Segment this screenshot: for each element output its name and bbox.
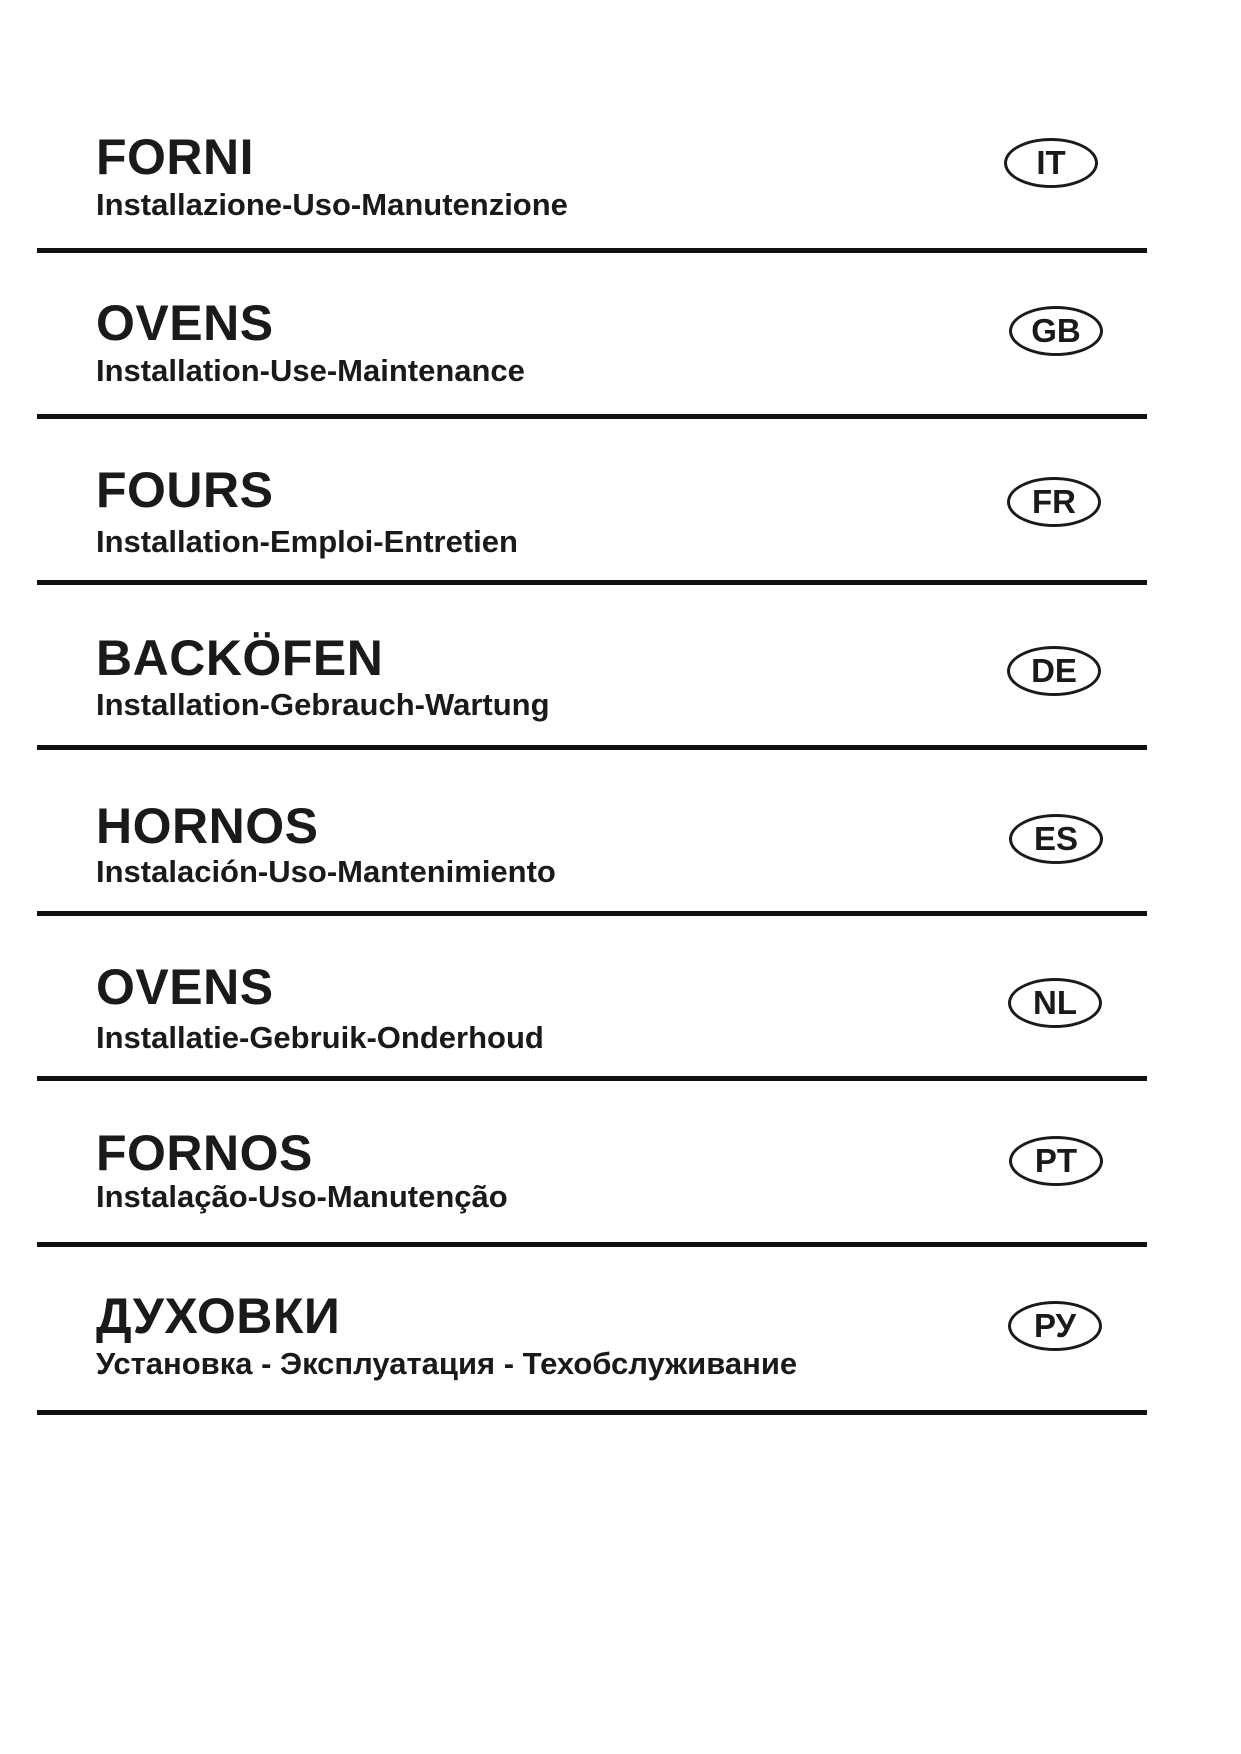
divider-line — [37, 414, 1147, 419]
section-de — [0, 629, 1241, 759]
section-gb — [0, 294, 1241, 424]
divider-line — [37, 248, 1147, 253]
section-subtitle: Instalação-Uso-Manutenção — [96, 1179, 508, 1214]
divider-line — [37, 1076, 1147, 1081]
divider-line — [37, 745, 1147, 750]
section-subtitle: Installation-Emploi-Entretien — [96, 524, 518, 559]
section-title: FOURS — [96, 462, 274, 518]
section-subtitle: Instalación-Uso-Mantenimiento — [96, 854, 556, 889]
section-subtitle: Installation-Gebrauch-Wartung — [96, 687, 550, 722]
section-ru — [0, 1287, 1241, 1417]
section-it — [0, 128, 1241, 258]
language-code-badge: FR — [1007, 477, 1101, 527]
section-subtitle: Installazione-Uso-Manutenzione — [96, 187, 568, 222]
divider-line — [37, 911, 1147, 916]
section-title: OVENS — [96, 295, 274, 351]
section-title: ДУХОВКИ — [96, 1288, 341, 1344]
section-title: BACKÖFEN — [96, 630, 384, 686]
section-pt — [0, 1124, 1241, 1254]
section-nl — [0, 958, 1241, 1088]
section-title: FORNOS — [96, 1125, 313, 1181]
section-subtitle: Installation-Use-Maintenance — [96, 353, 525, 388]
section-subtitle: Installatie-Gebruik-Onderhoud — [96, 1020, 544, 1055]
section-fr — [0, 461, 1241, 591]
divider-line — [37, 1410, 1147, 1415]
language-code-badge: PT — [1009, 1136, 1103, 1186]
section-title: FORNI — [96, 129, 255, 185]
section-title: HORNOS — [96, 798, 319, 854]
language-code-badge: DE — [1007, 646, 1101, 696]
language-code-badge: NL — [1008, 978, 1102, 1028]
language-code-badge: ES — [1009, 814, 1103, 864]
divider-line — [37, 580, 1147, 585]
divider-line — [37, 1242, 1147, 1247]
section-es — [0, 797, 1241, 927]
section-subtitle: Установка - Эксплуатация - Техобслуживание — [96, 1346, 798, 1381]
language-code-badge: РУ — [1008, 1301, 1102, 1351]
language-code-badge: IT — [1004, 138, 1098, 188]
language-code-badge: GB — [1009, 306, 1103, 356]
section-title: OVENS — [96, 959, 274, 1015]
